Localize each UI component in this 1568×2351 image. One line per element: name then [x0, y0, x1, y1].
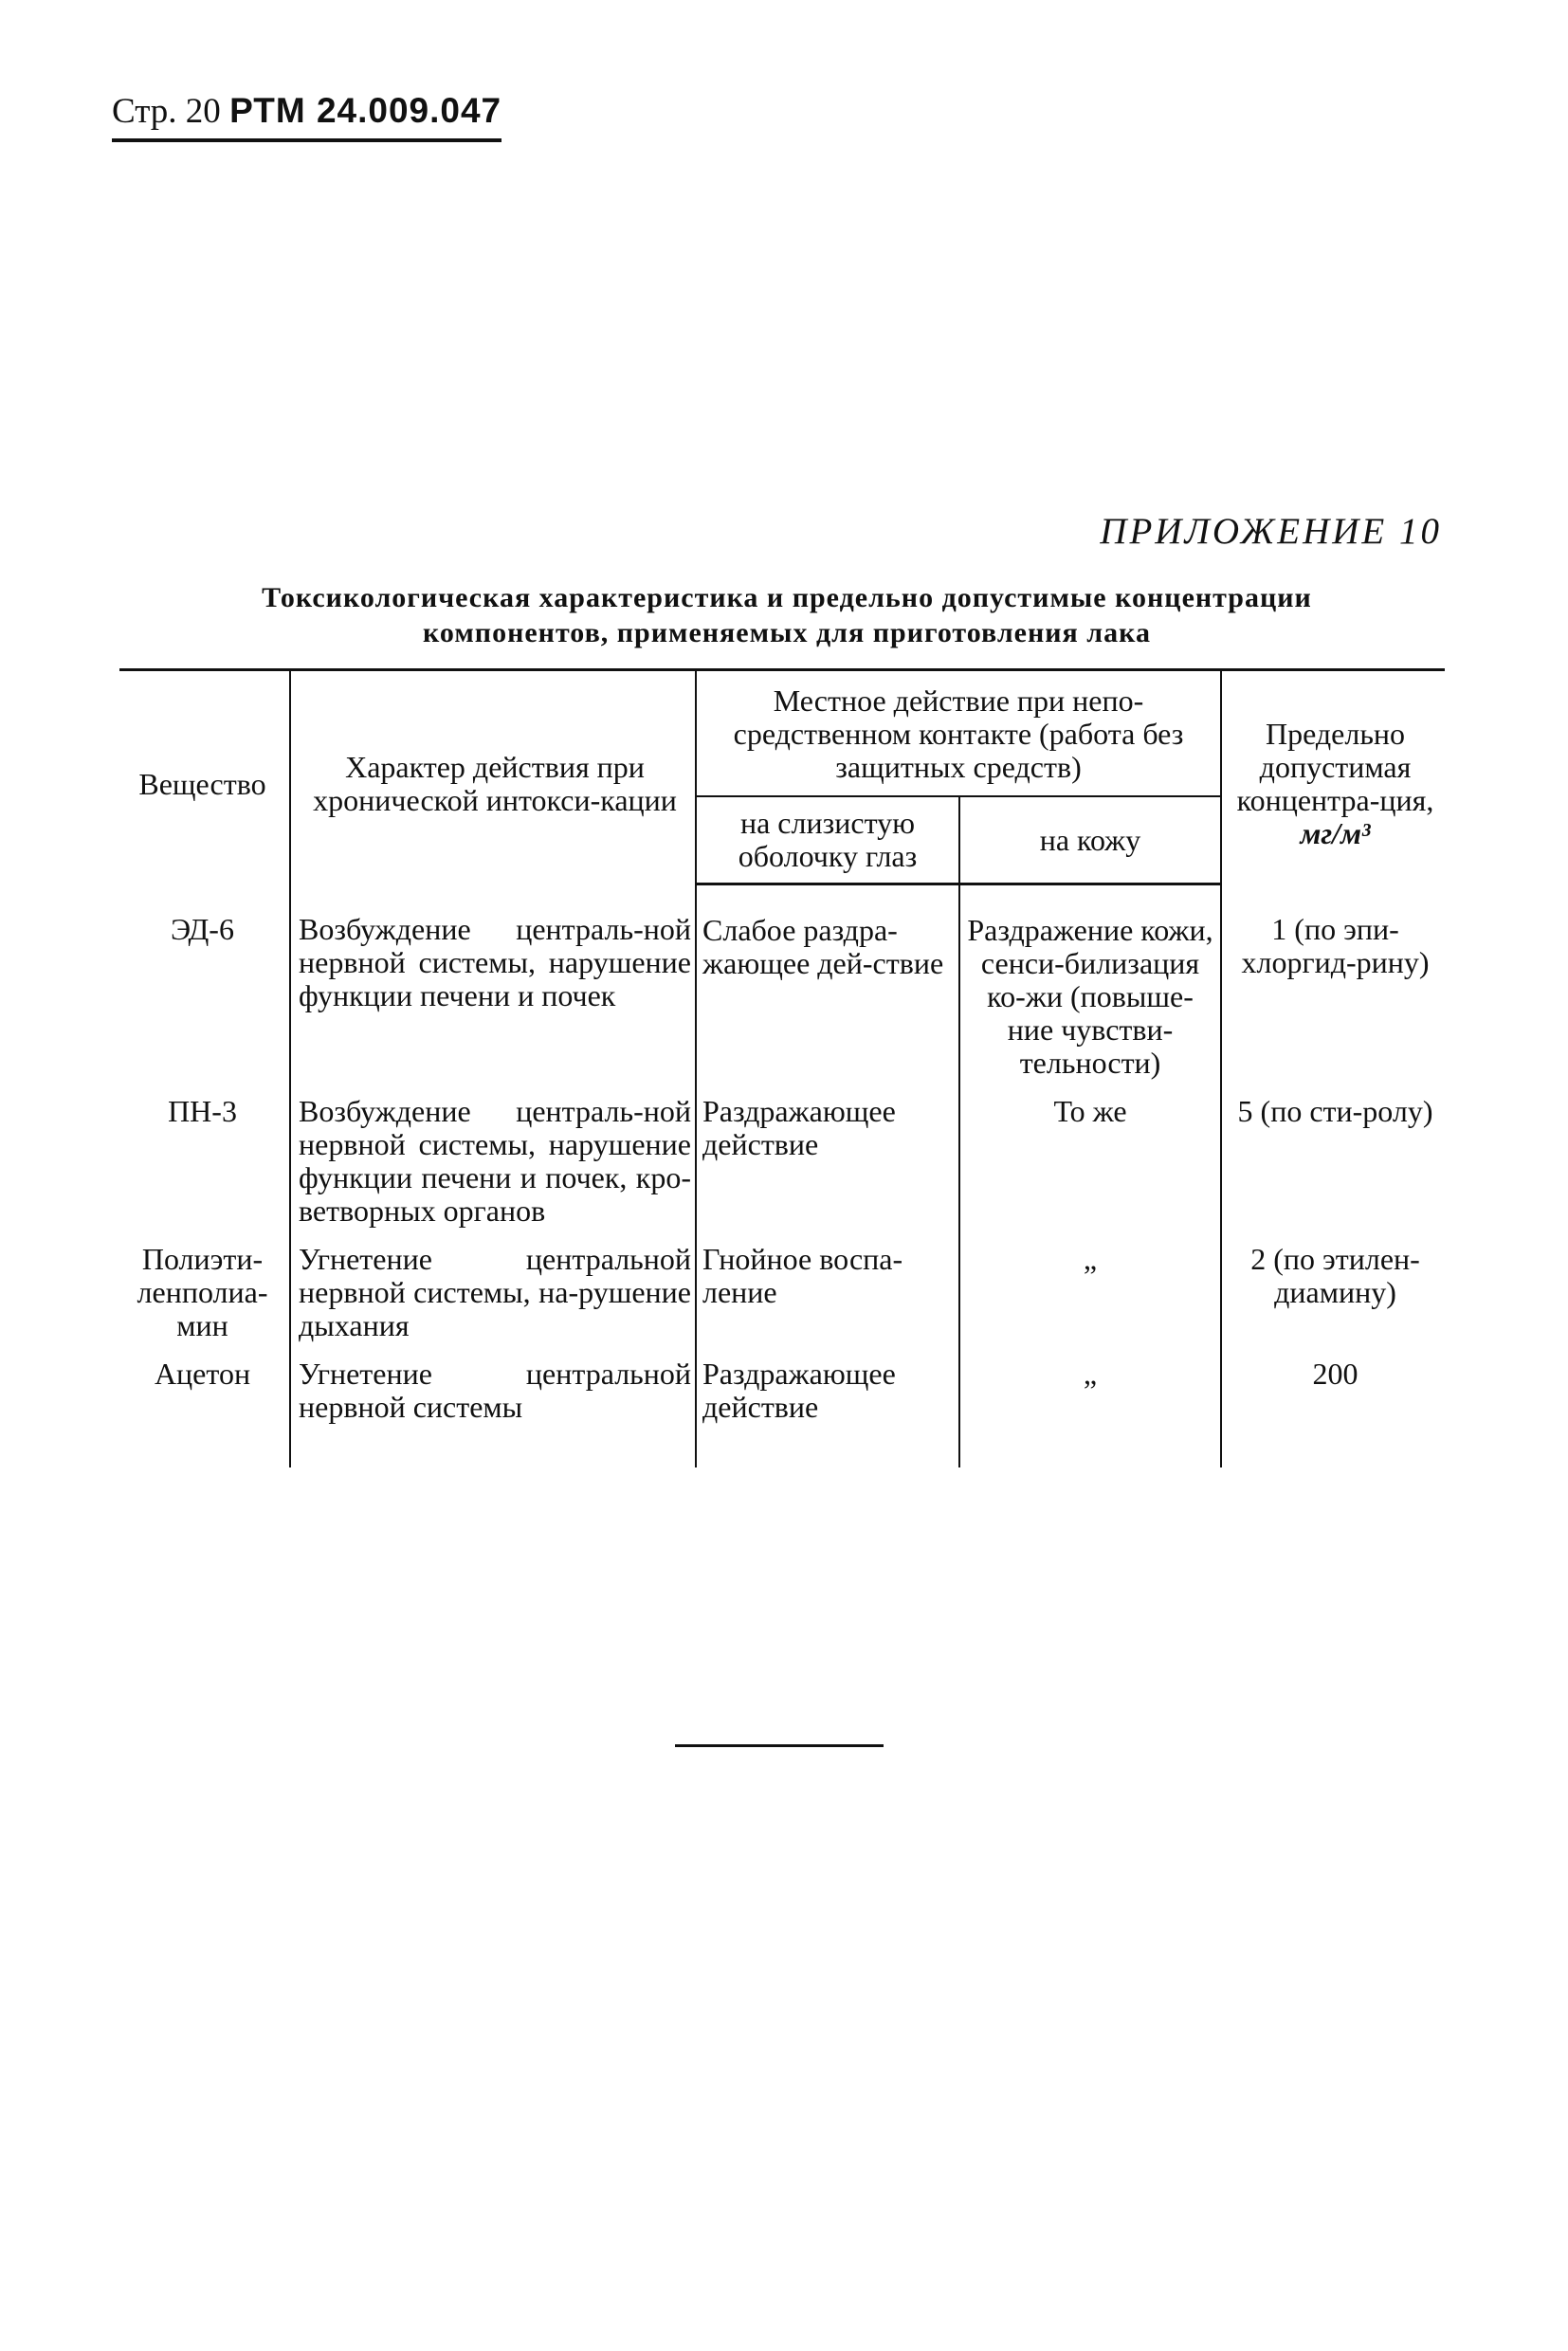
- page-header: [112, 93, 501, 142]
- cell-skin-action: „: [959, 1344, 1221, 1467]
- cell-substance: Полиэти-ленполиа-мин: [137, 1242, 268, 1342]
- cell-eyes-action: Раздражающее действие: [696, 1344, 959, 1467]
- cell-max-concentration: 200: [1221, 1344, 1445, 1467]
- column-header-skin: на кожу: [959, 796, 1221, 884]
- table-header-row: [119, 670, 1445, 797]
- table-row: [119, 1082, 1445, 1230]
- cell-skin-action: „: [959, 1230, 1221, 1344]
- column-header-chronic-action: Характер действия при хронической интокси-кации: [290, 670, 696, 884]
- cell-skin-action: Раздражение кожи, сенси-билизация ко-жи (повыше-ние чувстви-тельности): [959, 884, 1221, 1083]
- column-header-eyes: на слизистую оболочку глаз: [696, 796, 959, 884]
- max-concentration-label: Предельно допустимая концентра-ция,: [1236, 717, 1434, 818]
- cell-substance: Ацетон: [154, 1357, 251, 1391]
- table-title: [152, 580, 1422, 650]
- table-row: [119, 884, 1445, 1083]
- document-code: РТМ 24.009.047: [229, 91, 502, 130]
- concentration-unit: мг/м³: [1300, 816, 1371, 851]
- cell-substance: ЭД-6: [171, 911, 234, 946]
- column-header-substance: Вещество: [119, 670, 290, 884]
- table-title-line-1: Токсикологическая характеристика и предельно допустимые концентрации: [262, 582, 1312, 613]
- cell-eyes-action: Раздражающее действие: [696, 1082, 959, 1230]
- appendix-label: ПРИЛОЖЕНИЕ 10: [1100, 511, 1442, 552]
- cell-max-concentration: 5 (по сти-ролу): [1221, 1082, 1445, 1230]
- cell-chronic-action: Угнетение центральной нервной системы: [290, 1344, 696, 1467]
- cell-max-concentration: 2 (по этилен-диамину): [1221, 1230, 1445, 1344]
- table-row: [119, 1230, 1445, 1344]
- cell-substance: ПН-3: [168, 1094, 237, 1128]
- end-divider: [675, 1744, 884, 1747]
- table-row: [119, 1344, 1445, 1467]
- page-number: Стр. 20: [112, 92, 221, 131]
- cell-chronic-action: Возбуждение централь-ной нервной системы, нарушение функции печени и почек: [290, 884, 696, 1083]
- cell-max-concentration: 1 (по эпи-хлоргид-рину): [1221, 884, 1445, 1083]
- toxicology-table: [119, 668, 1445, 1467]
- column-header-local-action: Местное действие при непо-средственном контакте (работа без защитных средств): [696, 670, 1221, 797]
- column-header-max-concentration: [1221, 670, 1445, 884]
- cell-eyes-action: Слабое раздра-жающее дей-ствие: [696, 884, 959, 1083]
- cell-chronic-action: Угнетение центральной нервной системы, на-рушение дыхания: [290, 1230, 696, 1344]
- cell-skin-action: То же: [959, 1082, 1221, 1230]
- table-title-line-2: компонентов, применяемых для приготовления лака: [423, 617, 1151, 648]
- cell-eyes-action: Гнойное воспа-ление: [696, 1230, 959, 1344]
- cell-chronic-action: Возбуждение централь-ной нервной системы, нарушение функции печени и почек, кро-ветворных органов: [290, 1082, 696, 1230]
